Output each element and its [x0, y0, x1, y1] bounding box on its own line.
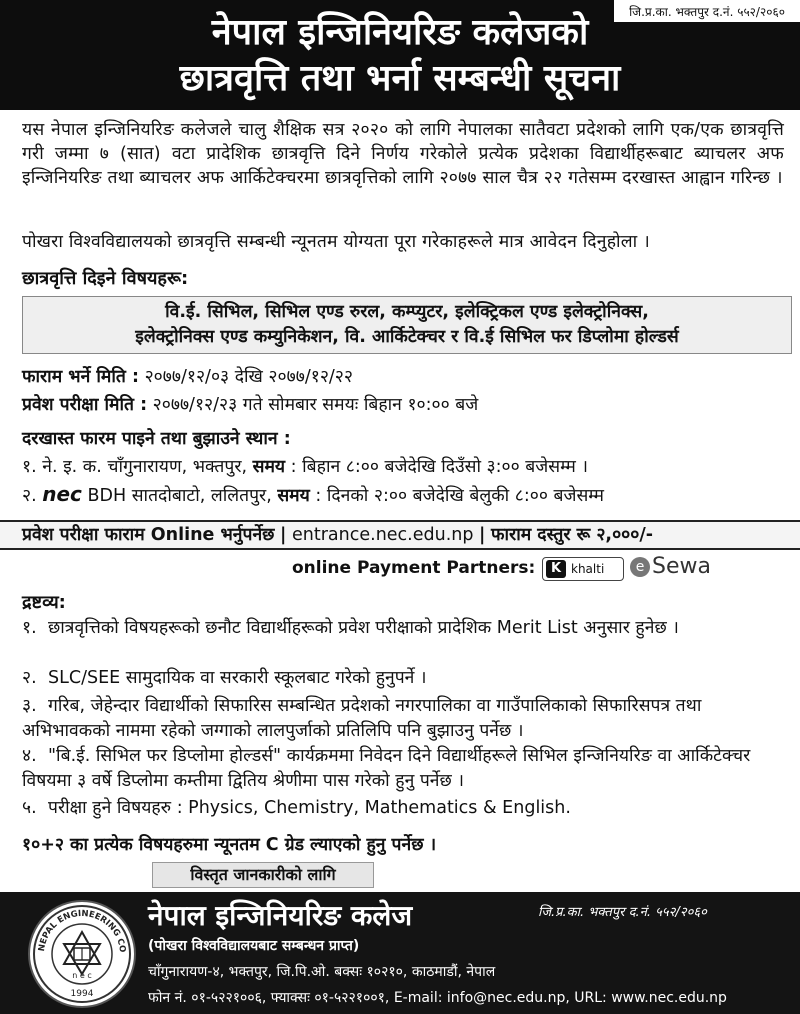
location-item [22, 454, 588, 478]
note-number: ४. [22, 746, 37, 766]
subjects-line2: इलेक्ट्रोनिक्स एण्ड कम्युनिकेशन, वि. आर्किटेक्चर र वि.ई सिभिल फर डिप्लोमा होल्डर्स [135, 327, 679, 347]
exam-date-value: २०७७/१२/२३ गते सोमबार समयः बिहान १०:०० बजे [152, 395, 479, 415]
locations-heading: दरखास्त फारम पाइने तथा बुझाउने स्थान : [22, 429, 291, 449]
note-number: १. [22, 618, 37, 638]
online-form-text: प्रवेश परीक्षा फाराम Online भर्नुपर्नेछ [22, 525, 275, 545]
form-date-label: फाराम भर्ने मिति : [22, 367, 139, 387]
separator: | [280, 525, 287, 545]
location-time: : बिहान ८:०० बजेदेखि दिउँसो ३:०० बजेसम्म । [290, 457, 588, 477]
minimum-grade-note: १०+२ का प्रत्येक विषयहरुमा न्यूनतम C ग्रेड ल्याएको हुनु पर्नेछ । [22, 835, 437, 855]
college-footer [0, 892, 800, 1014]
location-time: : दिनको २:०० बजेदेखि बेलुकी ८:०० बजेसम्म [315, 486, 605, 506]
esewa-e-icon: e [630, 557, 650, 577]
exam-date-label: प्रवेश परीक्षा मिति : [22, 395, 148, 415]
note-item [22, 616, 784, 641]
eligibility-paragraph: पोखरा विश्वविद्यालयको छात्रवृत्ति सम्बन्धी न्यूनतम योग्यता पूरा गरेकाहरूले मात्र आवेदन दिनुहोला । [22, 232, 650, 252]
online-application-bar [0, 520, 800, 550]
exam-date-row [22, 392, 478, 416]
college-contact: फोन नं. ०१-५२२१००६, फ्याक्सः ०१-५२२१००१, E-mail: info@nec.edu.np, URL: www.nec.edu.np [148, 990, 727, 1006]
subjects-box [22, 296, 792, 354]
note-text: परीक्षा हुने विषयहरु : Physics, Chemistry, Mathematics & English. [48, 798, 571, 818]
khalti-name: khalti [571, 562, 605, 576]
location-item [22, 482, 604, 507]
notice-title-line1: नेपाल इन्जिनियरिङ कलेजको [211, 12, 589, 53]
note-number: ५. [22, 798, 37, 818]
location-time-label: समय [277, 486, 310, 506]
seal-abbrev: n e c [72, 971, 92, 980]
note-item [22, 694, 784, 744]
khalti-logo [542, 557, 624, 581]
college-seal-icon [30, 902, 134, 1006]
esewa-name: Sewa [652, 554, 711, 579]
nec-brand: nec [42, 482, 82, 506]
note-text: गरिब, जेहेन्दार विद्यार्थीको सिफारिस सम्बन्धित प्रदेशको नगरपालिका वा गाउँपालिकाको सिफारिसपत्र तथा अभिभावकको नाममा रहेको जग्गाको लालपुर्जाको प्रतिलिपि पनि बुझाउनु पर्नेछ । [22, 696, 702, 741]
payment-partners-label: online Payment Partners: [292, 558, 536, 578]
note-text: छात्रवृत्तिको विषयहरूको छनौट विद्यार्थीहरूको प्रवेश परीक्षाको प्रादेशिक Merit List अनुसार हुनेछ । [48, 618, 679, 638]
note-item [22, 744, 784, 794]
note-number: २. [22, 668, 37, 688]
note-item [22, 666, 784, 691]
khalti-k-icon: K [546, 560, 566, 578]
seal-year: 1994 [70, 989, 94, 999]
location-number: १. [22, 457, 37, 477]
intro-paragraph: यस नेपाल इन्जिनियरिङ कलेजले चालु शैक्षिक सत्र २०२० को लागि नेपालका सातैवटा प्रदेशको लागि एक/एक छात्रवृत्ति गरी जम्मा ७ (सात) वटा प्रादेशिक छात्रवृत्ति दिने निर्णय गरेकोले प्रत्येक प्रदेशका विद्यार्थीहरूबाट ब्याचलर अफ इन्जिनियरिङ तथा ब्याचलर अफ आर्किटेक्चरमा छात्रवृत्तिको लागि २०७७ साल चैत्र २२ गतेसम्म दरखास्त आह्वान गरिन्छ । [22, 120, 784, 188]
college-seal-logo [28, 900, 136, 1008]
seal-text: NEPAL ENGINEERING CO [36, 908, 128, 954]
location-place: ने. इ. क. चाँगुनारायण, भक्तपुर, [42, 457, 248, 477]
subjects-heading: छात्रवृत्ति दिइने विषयहरू: [22, 268, 189, 289]
note-item [22, 796, 784, 821]
subjects-line1: वि.ई. सिभिल, सिभिल एण्ड रुरल, कम्प्युटर, इलेक्ट्रिकल एण्ड इलेक्ट्रोनिक्स, [165, 302, 649, 322]
notice-header [0, 0, 800, 110]
svg-text:NEPAL ENGINEERING COLLEGE [30, 902, 127, 953]
footer-registration-number: जि.प्र.का. भक्तपुर द.नं. ५५२/२०६० [538, 905, 707, 920]
note-text: "बि.ई. सिभिल फर डिप्लोमा होल्डर्स" कार्यक्रममा निवेदन दिने विद्यार्थीहरूले सिभिल इन्जिनियरिङ वा आर्किटेक्चर विषयमा ३ वर्षे डिप्लोमा कम्तीमा द्वितिय श्रेणीमा पास गरेको हुनु पर्नेछ । [22, 746, 751, 791]
separator: | [479, 525, 486, 545]
esewa-logo [630, 554, 711, 579]
college-affiliation: (पोखरा विश्वविद्यालयबाट सम्बन्धन प्राप्त) [148, 938, 360, 954]
more-info-label: विस्तृत जानकारीको लागि [152, 862, 374, 888]
notice-title-line2: छात्रवृत्ति तथा भर्ना सम्बन्धी सूचना [179, 58, 621, 99]
header-registration-number: जि.प्र.का. भक्तपुर द.नं. ५५२/२०६० [612, 0, 800, 24]
notes-heading: द्रष्टव्य: [22, 592, 66, 613]
note-number: ३. [22, 696, 37, 716]
note-text: SLC/SEE सामुदायिक वा सरकारी स्कूलबाट गरेको हुनुपर्ने । [48, 668, 427, 688]
location-place: BDH सातदोबाटो, ललितपुर, [87, 486, 272, 506]
form-fee-text: फाराम दस्तुर रू २,०००/- [491, 525, 654, 545]
entrance-url-link[interactable]: entrance.nec.edu.np [292, 525, 474, 545]
form-date-row [22, 364, 353, 388]
college-name: नेपाल इन्जिनियरिङ कलेज [148, 899, 413, 932]
college-address: चाँगुनारायण-४, भक्तपुर, जि.पि.ओ. बक्सः १०२१०, काठमाडौं, नेपाल [148, 964, 496, 980]
form-date-value: २०७७/१२/०३ देखि २०७७/१२/२२ [144, 367, 354, 387]
location-time-label: समय [252, 457, 286, 477]
location-number: २. [22, 486, 37, 506]
